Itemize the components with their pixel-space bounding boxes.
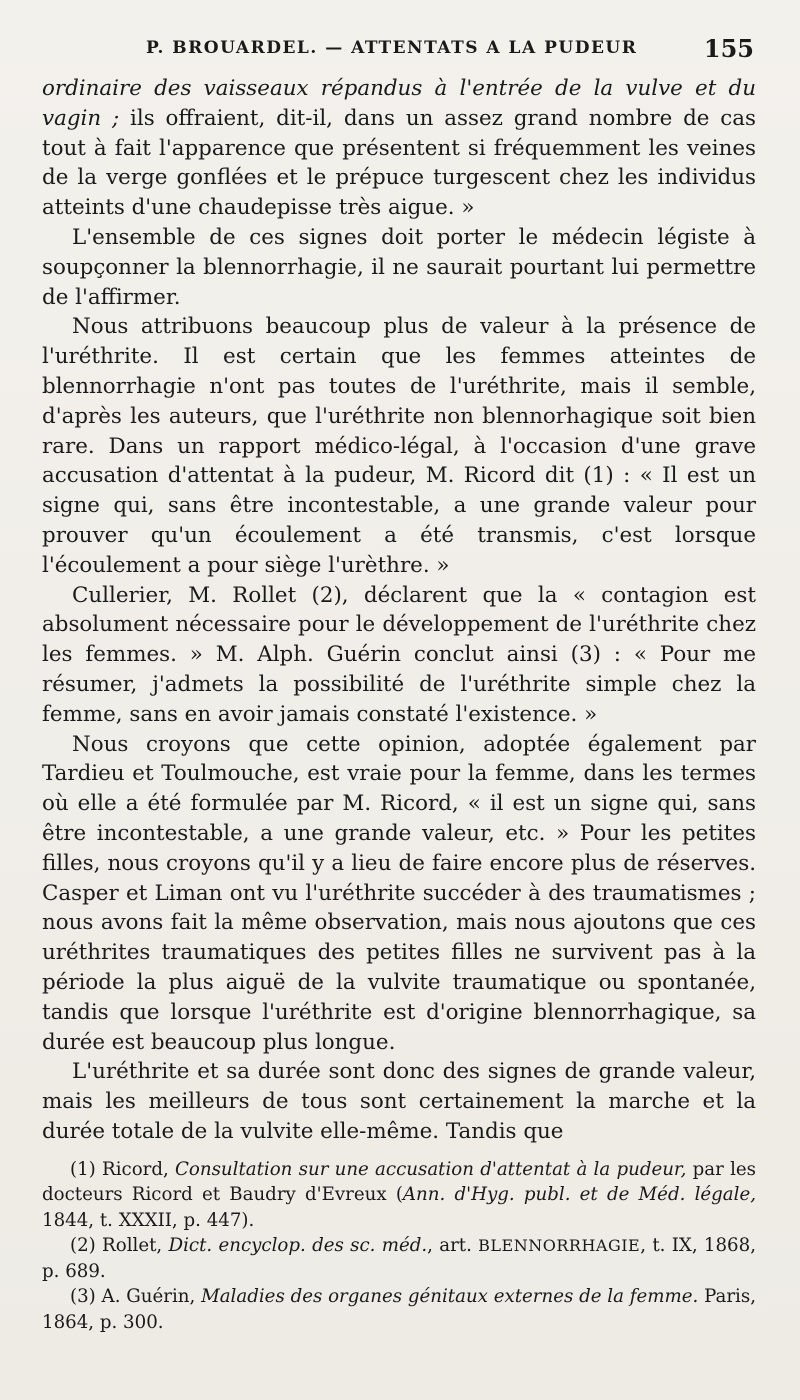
footnote-1-title: Consultation sur une accusation d'attentat à la pudeur,	[175, 1158, 687, 1180]
paragraph-1-italic: ordinaire des vaisseaux répandus à l'entrée de la vulve et du vagin ;	[42, 76, 756, 131]
paragraph-2: L'ensemble de ces signes doit porter le médecin légiste à soupçonner la blennorrhagie, il ne saurait pourtant lui permettre de l'affirmer.	[42, 224, 756, 310]
footnote-1-suffix: 1844, t. XXXII, p. 447).	[42, 1209, 255, 1231]
footnote-2-suffix: , t. IX, 1868, p. 689.	[42, 1235, 756, 1282]
footnote-1-mid: par les docteurs Ricord et Baudry d'Evreux (	[42, 1158, 756, 1206]
footnote-1-journal: Ann. d'Hyg. publ. et de Méd. légale,	[402, 1184, 756, 1206]
running-title: P. BROUARDEL. — ATTENTATS A LA PUDEUR	[146, 38, 638, 58]
footnote-2-mid: , art.	[427, 1235, 479, 1257]
paragraph-1	[42, 74, 756, 223]
footnote-1	[42, 1157, 756, 1234]
footnote-3-prefix: (3) A. Guérin,	[70, 1286, 202, 1308]
footnote-1-prefix: (1) Ricord,	[70, 1158, 176, 1180]
footnote-2-article: BLENNORRHAGIE	[478, 1236, 641, 1256]
page-header	[42, 34, 756, 74]
footnote-3	[42, 1284, 756, 1335]
paragraph-4: Cullerier, M. Rollet (2), déclarent que la « contagion est absolument nécessaire pour le développement de l'uréthrite chez les femmes. » M. Alph. Guérin conclut ainsi (3) : « Pour me résumer, j'admets la possibilité de l'uréthrite simple chez la femme, sans en avoir jamais constaté l'existence. »	[42, 582, 756, 727]
footnote-2-prefix: (2) Rollet,	[70, 1235, 169, 1257]
footnote-3-title: Maladies des organes génitaux externes de la femme.	[201, 1286, 699, 1308]
paragraph-3: Nous attribuons beaucoup plus de valeur à la présence de l'uréthrite. Il est certain que les femmes atteintes de blennorrhagie n'ont pas toutes de l'uréthrite, mais il semble, d'après les auteurs, que l'uréthrite non blennorhagique soit bien rare. Dans un rapport médico-légal, à l'occasion d'une grave accusation d'attentat à la pudeur, M. Ricord dit (1) : « Il est un signe qui, sans être incontestable, a une grande valeur pour prouver qu'un écoulement a été transmis, c'est lorsque l'écoulement a pour siège l'urèthre. »	[42, 314, 756, 578]
paragraph-5: Nous croyons que cette opinion, adoptée également par Tardieu et Toulmouche, est vraie pour la femme, dans les termes où elle a été formulée par M. Ricord, « il est un signe qui, sans être incontestable, a une grande valeur, etc. » Pour les petites filles, nous croyons qu'il y a lieu de faire encore plus de réserves. Casper et Liman ont vu l'uréthrite succéder à des traumatismes ; nous avons fait la même observation, mais nous ajoutons que ces uréthrites traumatiques des petites filles ne survivent pas à la période la plus aiguë de la vulvite traumatique ou spontanée, tandis que lorsque l'uréthrite est d'origine blennorrhagique, sa durée est beaucoup plus longue.	[42, 731, 756, 1055]
body-text	[42, 74, 756, 1147]
footnotes	[42, 1157, 756, 1336]
page-number: 155	[703, 34, 754, 63]
footnote-3-suffix: Paris, 1864, p. 300.	[42, 1286, 756, 1333]
paragraph-1-text: ils offraient, dit-il, dans un assez grand nombre de cas tout à fait l'apparence que présentent si fréquemment les veines de la verge gonflées et le prépuce turgescent chez les individus atteints d'une chaudepisse très aigue. »	[42, 105, 756, 221]
paragraph-6: L'uréthrite et sa durée sont donc des signes de grande valeur, mais les meilleurs de tous sont certainement la marche et la durée totale de la vulvite elle-même. Tandis que	[42, 1059, 756, 1144]
footnote-2-title: Dict. encyclop. des sc. méd.	[168, 1235, 428, 1257]
footnote-2	[42, 1233, 756, 1284]
